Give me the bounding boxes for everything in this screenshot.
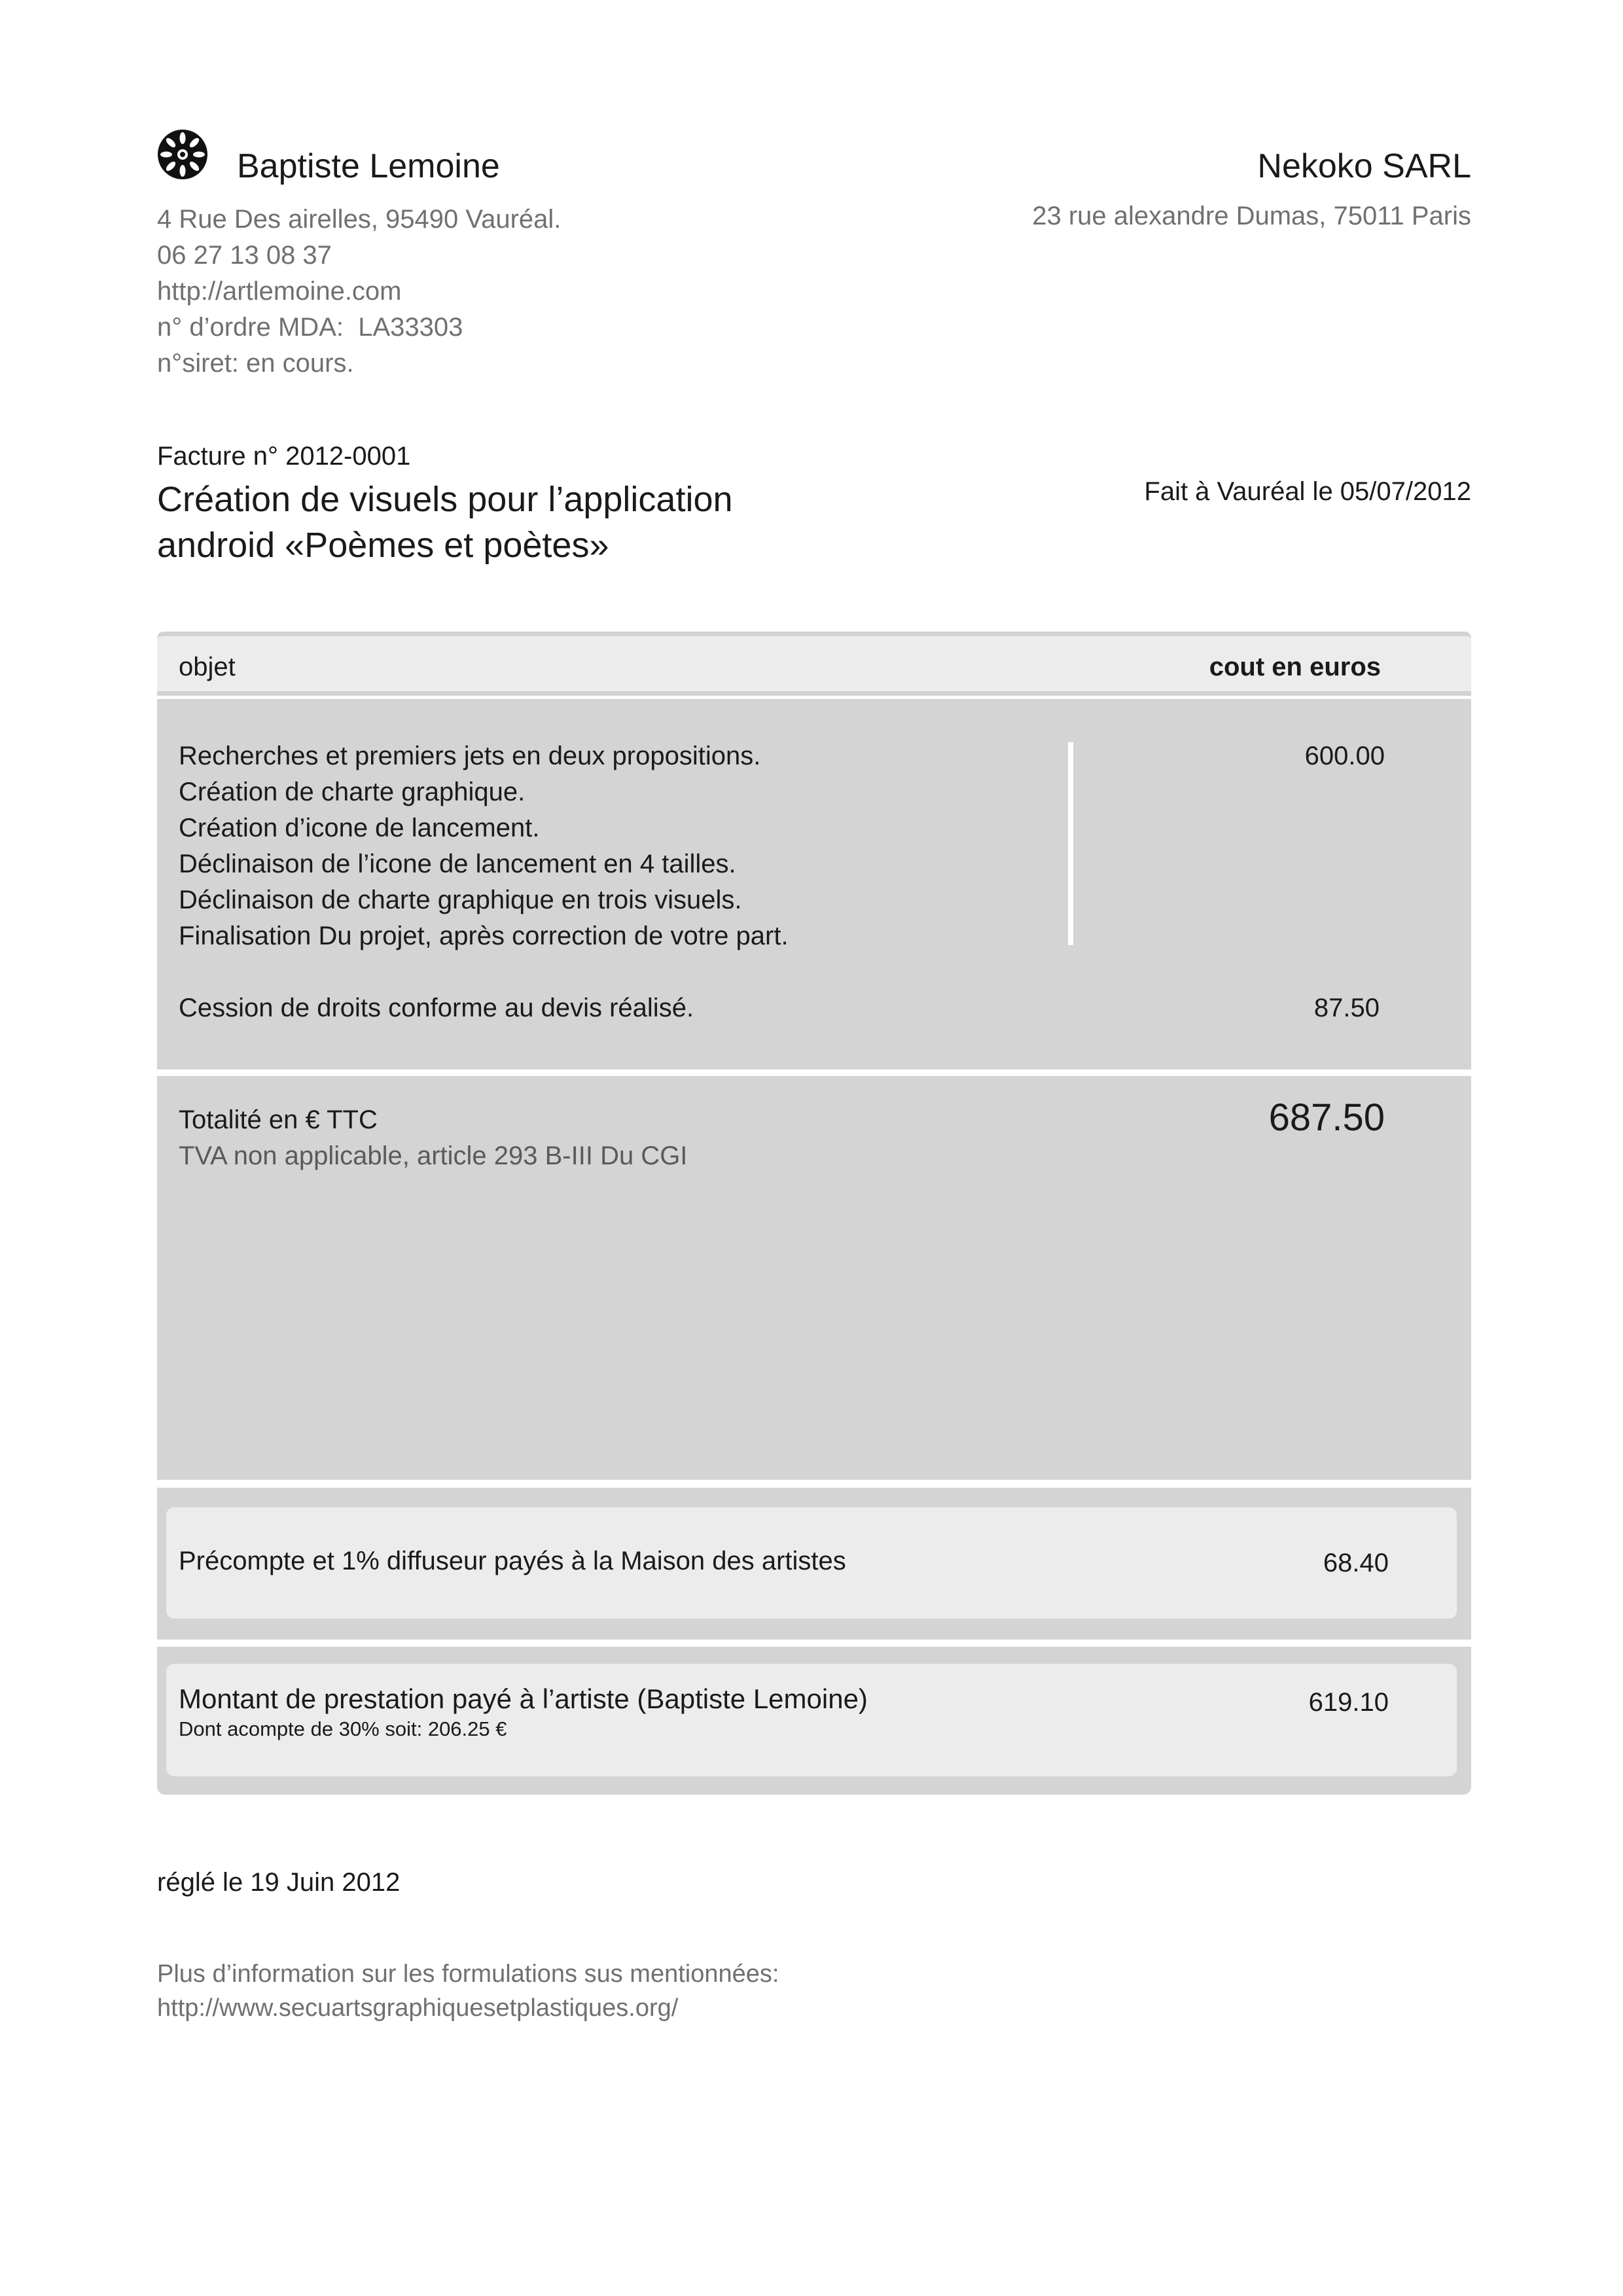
- payment-value: 619.10: [1308, 1688, 1389, 1717]
- payment-label: Montant de prestation payé à l’artiste (Baptiste Lemoine): [179, 1683, 868, 1714]
- list-item: Recherches et premiers jets en deux propositions.: [179, 742, 761, 770]
- total-block: [157, 1076, 1471, 1480]
- total-label: Totalité en € TTC: [179, 1105, 378, 1134]
- invoice-title-line-2: android «Poèmes et poètes»: [157, 526, 609, 565]
- table-header: [157, 632, 1471, 696]
- info-note: [157, 1957, 779, 2025]
- info-link[interactable]: http://www.secuartsgraphiquesetplastiques.org/: [157, 1994, 679, 2022]
- deduction-label: Précompte et 1% diffuseur payés à la Maison des artistes: [179, 1547, 846, 1575]
- items-block: [157, 699, 1471, 1069]
- tva-note: TVA non applicable, article 293 B-III Du CGI: [179, 1141, 688, 1170]
- item-list: [179, 738, 789, 954]
- paid-date: réglé le 19 Juin 2012: [157, 1868, 401, 1897]
- client-address: 23 rue alexandre Dumas, 75011 Paris: [1032, 202, 1471, 230]
- invoice-title-line-1: Création de visuels pour l’application: [157, 480, 733, 519]
- deduction-panel: [166, 1507, 1457, 1619]
- place-date: Fait à Vauréal le 05/07/2012: [1144, 477, 1471, 506]
- deduction-value: 68.40: [1323, 1549, 1389, 1577]
- list-item: Déclinaison de l’icone de lancement en 4 tailles.: [179, 850, 736, 878]
- list-item: Déclinaison de charte graphique en trois visuels.: [179, 886, 742, 914]
- deposit-note: Dont acompte de 30% soit: 206.25 €: [179, 1717, 507, 1740]
- list-item: Création d’icone de lancement.: [179, 814, 540, 842]
- rights-price: 87.50: [1313, 994, 1380, 1022]
- client-name: Nekoko SARL: [1257, 147, 1471, 185]
- column-header-cost: cout en euros: [1209, 653, 1381, 681]
- total-value: 687.50: [1268, 1096, 1385, 1139]
- artist-name: Baptiste Lemoine: [237, 147, 500, 185]
- item-bracket-divider: [1068, 742, 1073, 945]
- sunflower-logo-icon: [157, 129, 208, 180]
- column-header-object: objet: [179, 653, 236, 681]
- rights-label: Cession de droits conforme au devis réalisé.: [179, 994, 694, 1022]
- invoice-title: [157, 476, 812, 568]
- artist-contact-block: [157, 202, 561, 382]
- artist-phone: 06 27 13 08 37: [157, 241, 332, 270]
- info-note-line-1: Plus d’information sur les formulations sus mentionnées:: [157, 1960, 779, 1988]
- artist-siret: n°siret: en cours.: [157, 349, 354, 378]
- artist-mda-order: n° d’ordre MDA: LA33303: [157, 313, 463, 342]
- list-item: Finalisation Du projet, après correction de votre part.: [179, 922, 789, 950]
- invoice-number: Facture n° 2012-0001: [157, 442, 411, 471]
- list-item: Création de charte graphique.: [179, 778, 526, 806]
- items-price: 600.00: [1304, 742, 1385, 770]
- payment-block: [157, 1647, 1471, 1795]
- deduction-block: [157, 1488, 1471, 1640]
- artist-website[interactable]: http://artlemoine.com: [157, 277, 402, 306]
- artist-address: 4 Rue Des airelles, 95490 Vauréal.: [157, 205, 562, 234]
- payment-panel: [166, 1664, 1457, 1776]
